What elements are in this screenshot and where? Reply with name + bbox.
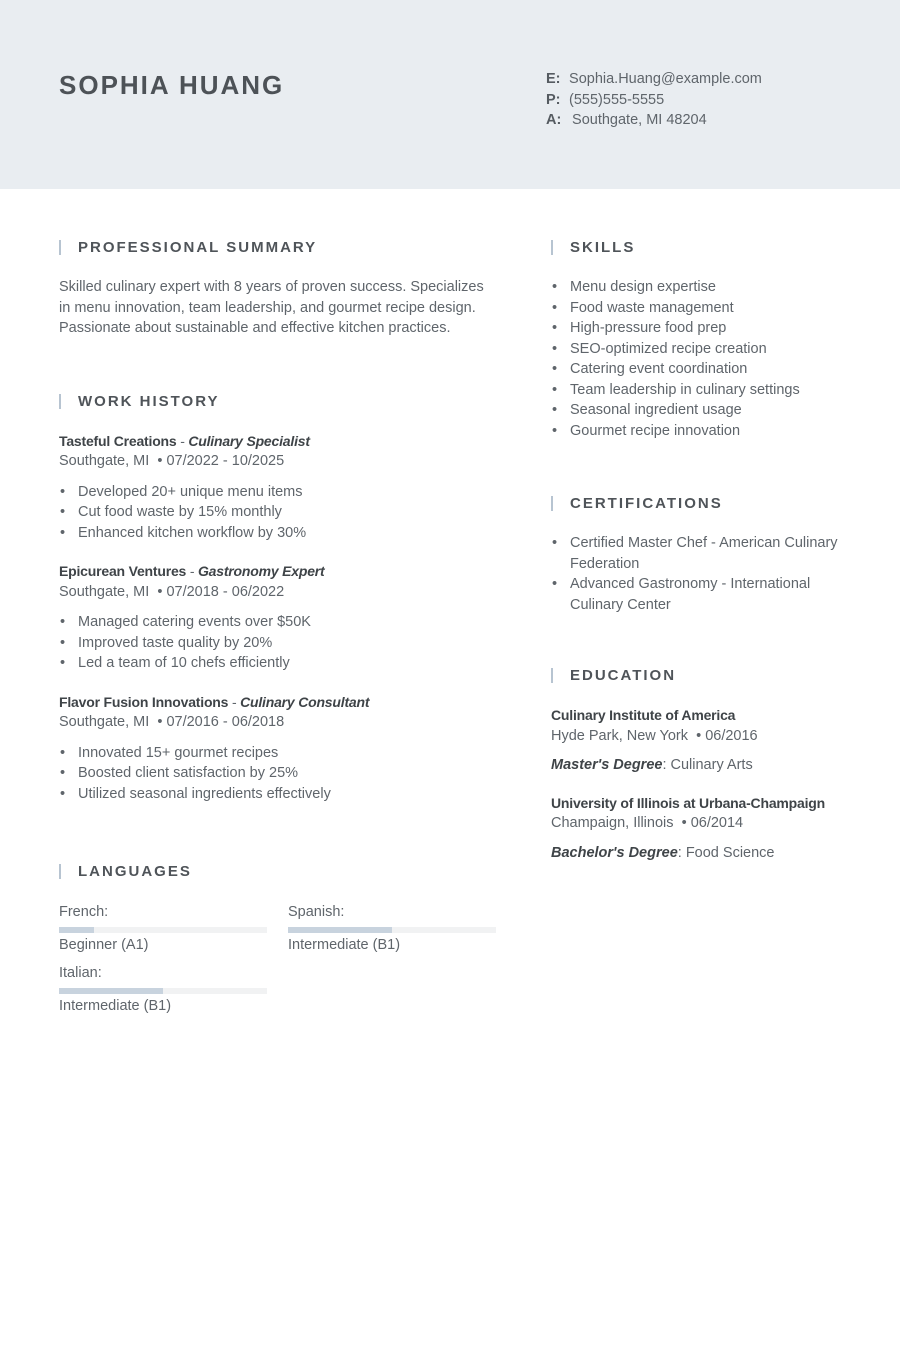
- education-degree-line: [551, 755, 851, 776]
- education-school: Culinary Institute of America: [551, 707, 736, 723]
- education-field: : Culinary Arts: [662, 757, 753, 773]
- summary-text: Skilled culinary expert with 8 years of proven success. Specializes in menu innovation, team leadership, and gourmet recipe design. Passionate about sustainable and effective kitchen practices.: [59, 279, 484, 336]
- education-field: : Food Science: [677, 844, 775, 861]
- language-proficiency-fill: [288, 927, 392, 933]
- language-name: French:: [59, 904, 109, 920]
- education-degree: Bachelor's Degree: [551, 844, 678, 861]
- education-location: Champaign, Illinois: [551, 815, 674, 831]
- email-value: Sophia.Huang@example.com: [569, 71, 762, 87]
- job-bullet: • Innovated 15+ gourmet recipes: [59, 743, 499, 764]
- contact-address: [546, 110, 762, 131]
- section-title-work: WORK HISTORY: [59, 391, 499, 413]
- education-degree: Master's Degree: [551, 757, 663, 773]
- job-location: Southgate, MI: [59, 714, 150, 730]
- job-location: Southgate, MI: [59, 583, 150, 600]
- address-label: A:: [546, 112, 562, 128]
- languages-grid: [59, 902, 499, 1022]
- certifications-list: [551, 533, 851, 615]
- contact-phone: [546, 90, 762, 111]
- skill-item: • Gourmet recipe innovation: [551, 421, 851, 442]
- language-level: Intermediate (B1): [59, 997, 172, 1014]
- job-heading: [59, 561, 499, 582]
- language-proficiency-bar: [288, 927, 496, 933]
- languages-section: [59, 861, 499, 1022]
- language-item: [59, 963, 267, 1016]
- language-level: Beginner (A1): [59, 936, 149, 953]
- language-item: [59, 902, 267, 955]
- phone-value: (555)555-5555: [569, 91, 665, 108]
- certifications-section: [551, 493, 851, 615]
- job-dates: 07/2022 - 10/2025: [166, 453, 285, 469]
- language-item: [288, 902, 496, 955]
- job-meta: Southgate, MI • 07/2018 - 06/2022: [59, 583, 285, 600]
- job-entry: [59, 692, 499, 805]
- job-entry: [59, 561, 499, 674]
- language-proficiency-bar: [59, 988, 267, 994]
- education-location: Hyde Park, New York: [551, 727, 689, 744]
- candidate-name: SOPHIA HUANG: [59, 70, 285, 100]
- skill-item: • Team leadership in culinary settings: [551, 380, 851, 401]
- job-company: Tasteful Creations: [59, 432, 177, 449]
- work-history-section: [59, 391, 499, 805]
- section-title-skills: SKILLS: [551, 237, 851, 259]
- job-bullets: [59, 743, 499, 805]
- job-bullet: • Enhanced kitchen workflow by 30%: [59, 523, 499, 544]
- job-bullets: [59, 482, 499, 544]
- education-section: [551, 665, 851, 863]
- right-column: [551, 237, 851, 863]
- education-date: 06/2014: [690, 815, 744, 831]
- job-role: Culinary Consultant: [240, 693, 370, 710]
- contact-email: [546, 69, 762, 90]
- language-proficiency-bar: [59, 927, 267, 933]
- job-bullet: • Led a team of 10 chefs efficiently: [59, 653, 499, 674]
- job-bullet: • Cut food waste by 15% monthly: [59, 502, 499, 523]
- language-name: Italian:: [59, 965, 102, 981]
- education-degree-line: [551, 843, 851, 864]
- address-value: Southgate, MI 48204: [572, 112, 707, 128]
- contact-info: [546, 69, 762, 131]
- language-proficiency-fill: [59, 988, 163, 994]
- skill-item: • High-pressure food prep: [551, 318, 851, 339]
- job-company: Epicurean Ventures: [59, 563, 187, 579]
- job-bullet: • Managed catering events over $50K: [59, 612, 499, 633]
- education-meta: Hyde Park, New York • 06/2016: [551, 727, 758, 744]
- certification-item: • Advanced Gastronomy - International Culinary Center: [551, 574, 851, 615]
- language-name: Spanish:: [288, 904, 345, 920]
- skill-item: • Menu design expertise: [551, 277, 851, 298]
- job-meta: Southgate, MI • 07/2022 - 10/2025: [59, 453, 285, 469]
- header-band: [0, 0, 900, 189]
- email-label: E:: [546, 71, 561, 87]
- education-entry: [551, 705, 851, 776]
- skills-section: [551, 237, 851, 441]
- section-title-certifications: CERTIFICATIONS: [551, 493, 851, 515]
- job-bullet: • Utilized seasonal ingredients effectively: [59, 784, 499, 805]
- job-role: Culinary Specialist: [188, 432, 310, 449]
- job-meta: Southgate, MI • 07/2016 - 06/2018: [59, 714, 285, 730]
- job-entry: [59, 431, 499, 544]
- language-proficiency-fill: [59, 927, 94, 933]
- skills-list: [551, 277, 851, 441]
- education-school: University of Illinois at Urbana-Champaign: [551, 794, 825, 811]
- education-date: 06/2016: [705, 727, 758, 744]
- education-entry: [551, 793, 851, 864]
- skill-item: • Food waste management: [551, 298, 851, 319]
- left-column: [59, 237, 499, 1022]
- section-title-summary: PROFESSIONAL SUMMARY: [59, 237, 499, 259]
- language-level: Intermediate (B1): [288, 936, 401, 953]
- job-dates: 07/2016 - 06/2018: [166, 714, 285, 730]
- job-separator: -: [186, 563, 198, 579]
- skill-item: • SEO-optimized recipe creation: [551, 339, 851, 360]
- certification-item: • Certified Master Chef - American Culinary Federation: [551, 533, 851, 574]
- job-role: Gastronomy Expert: [197, 563, 325, 579]
- job-heading: [59, 692, 499, 713]
- job-bullets: [59, 612, 499, 674]
- job-separator: -: [228, 693, 241, 710]
- job-bullet: • Improved taste quality by 20%: [59, 633, 499, 654]
- section-title-education: EDUCATION: [551, 665, 851, 687]
- job-dates: 07/2018 - 06/2022: [166, 583, 285, 600]
- skill-item: • Seasonal ingredient usage: [551, 400, 851, 421]
- job-company: Flavor Fusion Innovations: [59, 693, 229, 710]
- job-heading: [59, 431, 499, 452]
- job-location: Southgate, MI: [59, 453, 150, 469]
- skill-item: • Catering event coordination: [551, 359, 851, 380]
- job-separator: -: [176, 432, 189, 449]
- section-title-languages: LANGUAGES: [59, 861, 499, 883]
- job-bullet: • Boosted client satisfaction by 25%: [59, 763, 499, 784]
- professional-summary-section: [59, 237, 499, 339]
- phone-label: P:: [546, 91, 561, 108]
- job-bullet: • Developed 20+ unique menu items: [59, 482, 499, 503]
- education-meta: Champaign, Illinois • 06/2014: [551, 815, 744, 831]
